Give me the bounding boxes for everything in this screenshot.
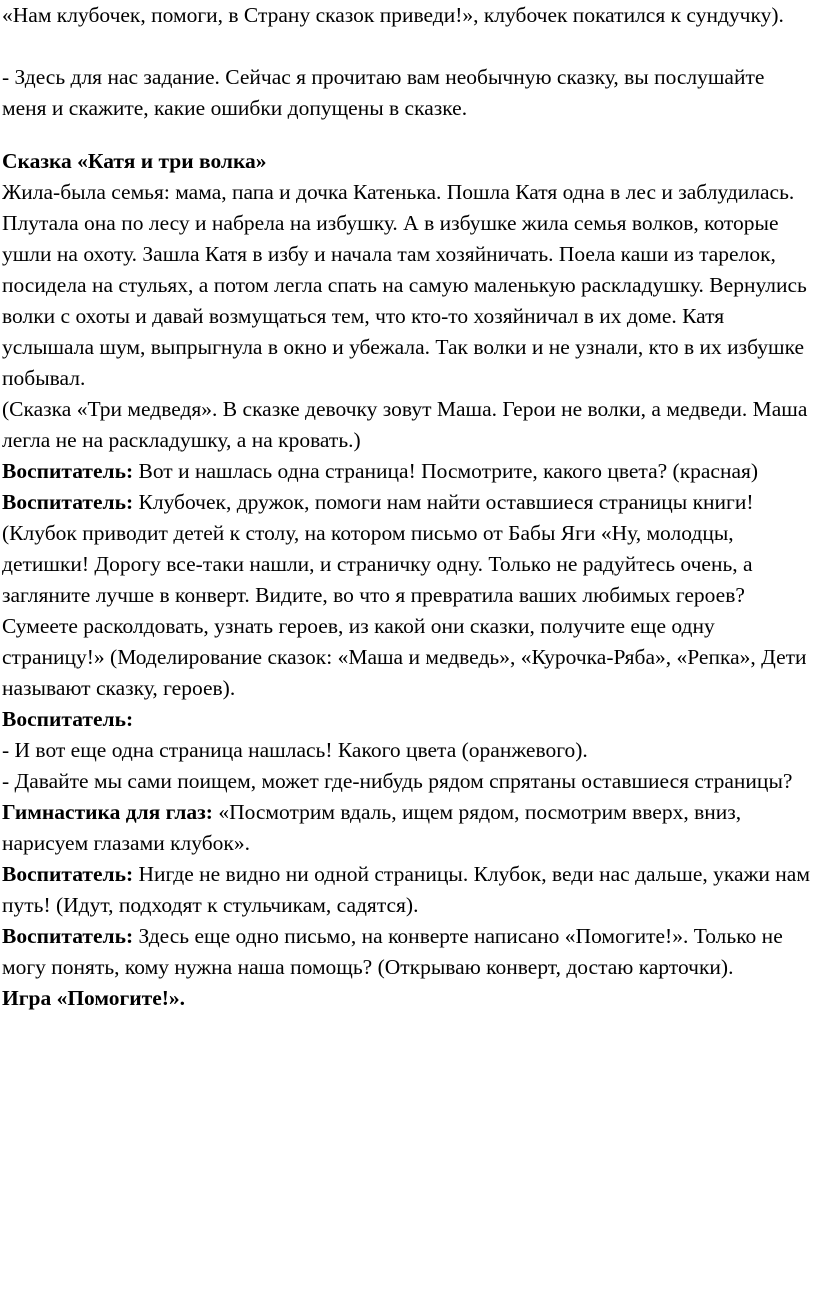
teacher-paragraph-1 xyxy=(2,456,812,487)
teacher-text-1: Вот и нашлась одна страница! Посмотрите, какого цвета? (красная) xyxy=(133,459,759,483)
teacher-label: Воспитатель: xyxy=(2,924,134,948)
teacher-line-search: - Давайте мы сами поищем, может где-нибудь рядом спрятаны оставшиеся страницы? xyxy=(2,769,793,793)
story-title: Сказка «Катя и три волка» xyxy=(2,149,267,173)
story-text: Жила-была семья: мама, папа и дочка Катенька. Пошла Катя одна в лес и заблудилась. Плутала она по лесу и набрела на избушку. А в избушке жила семья волков, которые ушли на охоту. Зашла Катя в избу и начала там хозяйничать. Поела каши из тарелок, посидела на стульях, а потом легла спать на самую маленькую раскладушку. Вернулись волки с охоты и давай возмущаться тем, что кто-то хозяйничал в их доме. Катя услышала шум, выпрыгнула в окно и убежала. Так волки и не узнали, кто в их избушке побывал. xyxy=(2,180,807,390)
teacher-text-4: Нигде не видно ни одной страницы. Клубок, веди нас дальше, укажи нам путь! (Идут, подходят к стульчикам, садятся). xyxy=(2,862,810,917)
teacher-paragraph-2 xyxy=(2,487,812,704)
teacher-paragraph-5 xyxy=(2,921,812,983)
teacher-label-standalone: Воспитатель: xyxy=(2,707,134,731)
teacher-text-5: Здесь еще одно письмо, на конверте написано «Помогите!». Только не могу понять, кому нужна наша помощь? (Открываю конверт, достаю карточки). xyxy=(2,924,783,979)
teacher-label: Воспитатель: xyxy=(2,862,134,886)
eye-gymnastics-text: «Посмотрим вдаль, ищем рядом, посмотрим вверх, вниз, нарисуем глазами клубок». xyxy=(2,800,742,855)
teacher-paragraph-4 xyxy=(2,859,812,921)
teacher-label: Воспитатель: xyxy=(2,490,134,514)
teacher-text-2: Клубочек, дружок, помоги нам найти оставшиеся страницы книги! (Клубок приводит детей к столу, на котором письмо от Бабы Яги «Ну, молодцы, детишки! Дорогу все-таки нашли, и страничку одну. Только не радуйтесь очень, а загляните лучше в конверт. Видите, во что я превратила ваших любимых героев? Сумеете расколдовать, узнать героев, из какой они сказки, получите еще одну страницу!» (Моделирование сказок: «Маша и медведь», «Курочка-Ряба», «Репка», Дети называют сказку, героев). xyxy=(2,490,807,700)
blank-line xyxy=(2,31,812,62)
eye-gymnastics-label: Гимнастика для глаз: xyxy=(2,800,213,824)
story-answer: (Сказка «Три медведя». В сказке девочку зовут Маша. Герои не волки, а медведи. Маша легла не на раскладушку, а на кровать.) xyxy=(2,397,808,452)
eye-gymnastics-paragraph xyxy=(2,797,812,859)
teacher-line-orange: - И вот еще одна страница нашлась! Какого цвета (оранжевого). xyxy=(2,738,588,762)
paragraph-task: - Здесь для нас задание. Сейчас я прочитаю вам необычную сказку, вы послушайте меня и скажите, какие ошибки допущены в сказке. xyxy=(2,65,765,120)
game-title: Игра «Помогите!». xyxy=(2,986,186,1010)
paragraph-intro: «Нам клубочек, помоги, в Страну сказок приведи!», клубочек покатился к сундучку). xyxy=(2,3,784,27)
teacher-label: Воспитатель: xyxy=(2,459,134,483)
